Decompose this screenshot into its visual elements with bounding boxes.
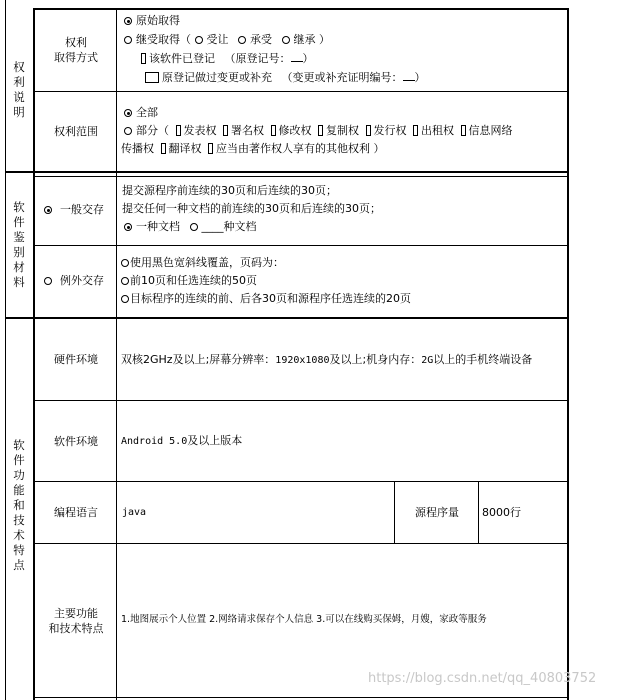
checkbox-icon[interactable]	[161, 143, 166, 154]
radio-checked-icon[interactable]	[124, 223, 132, 231]
radio-icon[interactable]	[121, 259, 129, 267]
option-scope-all[interactable]: 全部	[124, 104, 158, 122]
radio-icon[interactable]	[190, 223, 198, 231]
language-label: 编程语言	[54, 506, 98, 519]
radio-icon[interactable]	[44, 277, 52, 285]
option-general-deposit[interactable]: 一般交存	[44, 201, 104, 219]
source-lines-label: 源程序量	[415, 506, 459, 519]
general-line2: 提交任何一种文档的前连续的30页和后连续的30页；	[122, 202, 381, 215]
option-exception-deposit[interactable]: 例外交存	[44, 272, 104, 290]
table-border-left	[5, 0, 6, 700]
exception-line1[interactable]: 使用黑色宽斜线覆盖，页码为：	[121, 254, 284, 272]
table-border-bottom	[33, 697, 569, 698]
radio-checked-icon[interactable]	[124, 109, 132, 117]
scope-label: 权利范围	[54, 125, 98, 138]
watermark: https://blog.csdn.net/qq_40803752	[368, 671, 597, 686]
checkbox-icon[interactable]	[176, 125, 181, 136]
radio-icon[interactable]	[238, 36, 246, 44]
acquisition-label: 权利 取得方式	[54, 36, 98, 64]
radio-checked-icon[interactable]	[124, 17, 132, 25]
features-value: 1.地图展示个人位置 2.网络请求保存个人信息 3.可以在线购买保姆，月嫂，家政等服务	[121, 614, 487, 625]
blank-field[interactable]	[291, 52, 303, 62]
radio-icon[interactable]	[124, 127, 132, 135]
checkbox-icon[interactable]	[461, 125, 466, 136]
checkbox-icon[interactable]	[318, 125, 323, 136]
table-divider-col1	[33, 8, 35, 700]
row-divider	[33, 176, 569, 177]
radio-icon[interactable]	[121, 277, 129, 285]
section-title-rights: 权 利 说 明	[13, 60, 25, 119]
general-line1: 提交源程序前连续的30页和后连续的30页；	[122, 184, 337, 197]
general-doc-options[interactable]: 一种文档 ____种文档	[124, 218, 257, 236]
software-label: 软件环境	[54, 435, 98, 448]
row-divider	[33, 400, 569, 401]
section-divider	[5, 317, 569, 319]
row-divider	[33, 543, 569, 544]
checkbox-icon[interactable]	[208, 143, 213, 154]
language-value: java	[122, 507, 147, 518]
radio-checked-icon[interactable]	[44, 206, 52, 214]
blank-field[interactable]	[403, 71, 415, 81]
table-border-top	[33, 8, 569, 10]
option-scope-part-cont[interactable]: 传播权 翻译权 应当由著作权人享有的其他权利 ）	[121, 142, 385, 155]
option-inherited[interactable]: 继受取得（ 受让 承受 继承 ）	[124, 31, 330, 49]
checkbox-icon[interactable]	[145, 72, 159, 83]
option-scope-part[interactable]: 部分（ 发表权 署名权 修改权 复制权 发行权 出租权 信息网络	[124, 122, 513, 140]
radio-icon[interactable]	[121, 295, 129, 303]
table-divider-lang1	[394, 481, 395, 544]
table-divider-lang2	[478, 481, 479, 544]
option-changed[interactable]: 原登记做过变更或补充 （变更或补充证明编号： ）	[142, 69, 426, 87]
row-divider	[33, 245, 569, 246]
radio-icon[interactable]	[195, 36, 203, 44]
exception-line2[interactable]: 前10页和任选连续的50页	[121, 272, 257, 290]
checkbox-icon[interactable]	[271, 125, 276, 136]
radio-icon[interactable]	[124, 36, 132, 44]
table-divider-col2	[116, 8, 117, 700]
option-registered[interactable]: 该软件已登记 （原登记号： ）	[138, 50, 314, 68]
checkbox-icon[interactable]	[366, 125, 371, 136]
hardware-value: 双核2GHz及以上;屏幕分辨率：1920x1080及以上;机身内存：2G以上的手机终端设备	[121, 353, 533, 366]
section-title-materials: 软 件 鉴 别 材 料	[13, 200, 25, 289]
row-divider	[33, 481, 569, 482]
checkbox-icon[interactable]	[141, 53, 146, 64]
option-original[interactable]: 原始取得	[124, 12, 180, 30]
features-label: 主要功能 和技术特点	[48, 607, 104, 635]
hardware-label: 硬件环境	[54, 353, 98, 366]
section-title-features: 软 件 功 能 和 技 术 特 点	[13, 438, 25, 572]
section-divider	[5, 171, 569, 173]
exception-line3[interactable]: 目标程序的连续的前、后各30页和源程序任选连续的20页	[121, 290, 411, 308]
software-value: Android 5.0及以上版本	[121, 434, 243, 447]
source-lines-value: 8000行	[482, 506, 521, 519]
checkbox-icon[interactable]	[223, 125, 228, 136]
radio-icon[interactable]	[282, 36, 290, 44]
checkbox-icon[interactable]	[413, 125, 418, 136]
row-divider	[33, 91, 569, 92]
table-border-right	[567, 8, 569, 700]
